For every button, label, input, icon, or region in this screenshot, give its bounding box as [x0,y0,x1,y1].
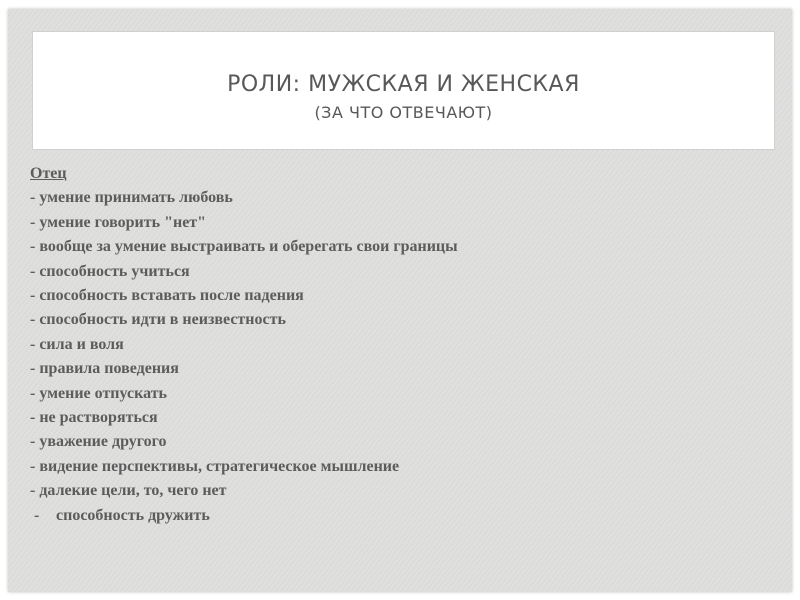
list-item: - видение перспективы, стратегическое мышление [30,457,400,475]
list-item: - умение говорить "нет" [30,213,207,231]
list-item: - сила и воля [30,335,124,353]
list-item: - далекие цели, то, чего нет [30,482,227,500]
slide-content [30,162,770,528]
list-item: - способность идти в неизвестность [30,311,286,329]
list-item: - уважение другого [30,433,167,451]
list-item-last [30,504,770,528]
list-item: - не растворяться [30,409,158,427]
list-item-text: способность дружить [56,506,210,524]
list-dash: - [34,506,40,524]
list-item: - умение отпускать [30,384,168,402]
title-box [32,31,775,150]
list-item: - способность вставать после падения [30,287,304,305]
list-item: - правила поведения [30,360,179,378]
list-item: - умение принимать любовь [30,189,233,207]
content-heading: Отец [30,165,67,182]
list-item: - способность учиться [30,262,190,280]
slide-subtitle: (ЗА ЧТО ОТВЕЧАЮТ) [314,103,493,122]
slide-title: РОЛИ: МУЖСКАЯ И ЖЕНСКАЯ [227,72,580,97]
responsibility-list [30,186,770,528]
list-item: - вообще за умение выстраивать и оберегать свои границы [30,238,458,256]
slide [8,9,792,592]
